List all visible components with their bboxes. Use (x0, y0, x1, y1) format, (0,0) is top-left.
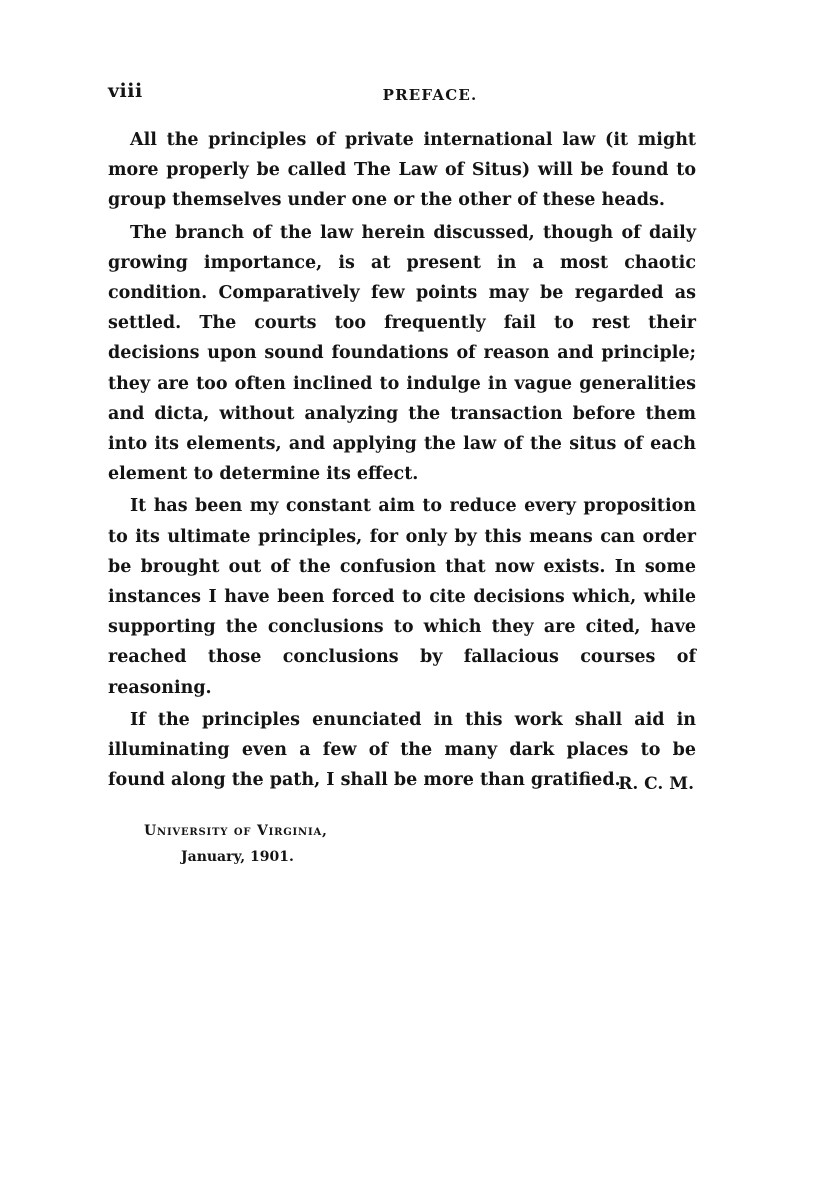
page-number: viii (108, 80, 143, 102)
paragraph: The branch of the law herein discussed, though of daily growing importance, is at present in a most chaotic condition. Comparatively few points may be regarded as settled. The courts too frequently fail to rest their decisions upon sound foundations of reason and principle; they are too often inclined to indulge in vague generalities and dicta, without analyzing the transaction before them into its elements, and applying the law of the situs of each element to determine its effect. (108, 222, 696, 485)
paragraph: All the principles of private international law (it might more properly be called The Law of Situs) will be found to group themselves under one or the other of these heads. (108, 130, 696, 211)
author-initials: R. C. M. (618, 774, 694, 794)
paragraph: If the principles enunciated in this work shall aid in illuminating even a few of the many dark places to be found along the path, I shall be more than gratified. (108, 709, 696, 791)
preface-body (108, 125, 696, 797)
paragraph: It has been my constant aim to reduce every proposition to its ultimate principles, for only by this means can order be brought out of the confusion that now exists. In some instances I have been forced to cite decisions which, while supporting the conclusions to which they are cited, have reached those conclusions by fallacious courses of reasoning. (108, 496, 696, 698)
closing-place: University of Virginia, (144, 823, 328, 839)
running-head-title: PREFACE. (382, 86, 478, 104)
closing-date: January, 1901. (181, 849, 294, 865)
